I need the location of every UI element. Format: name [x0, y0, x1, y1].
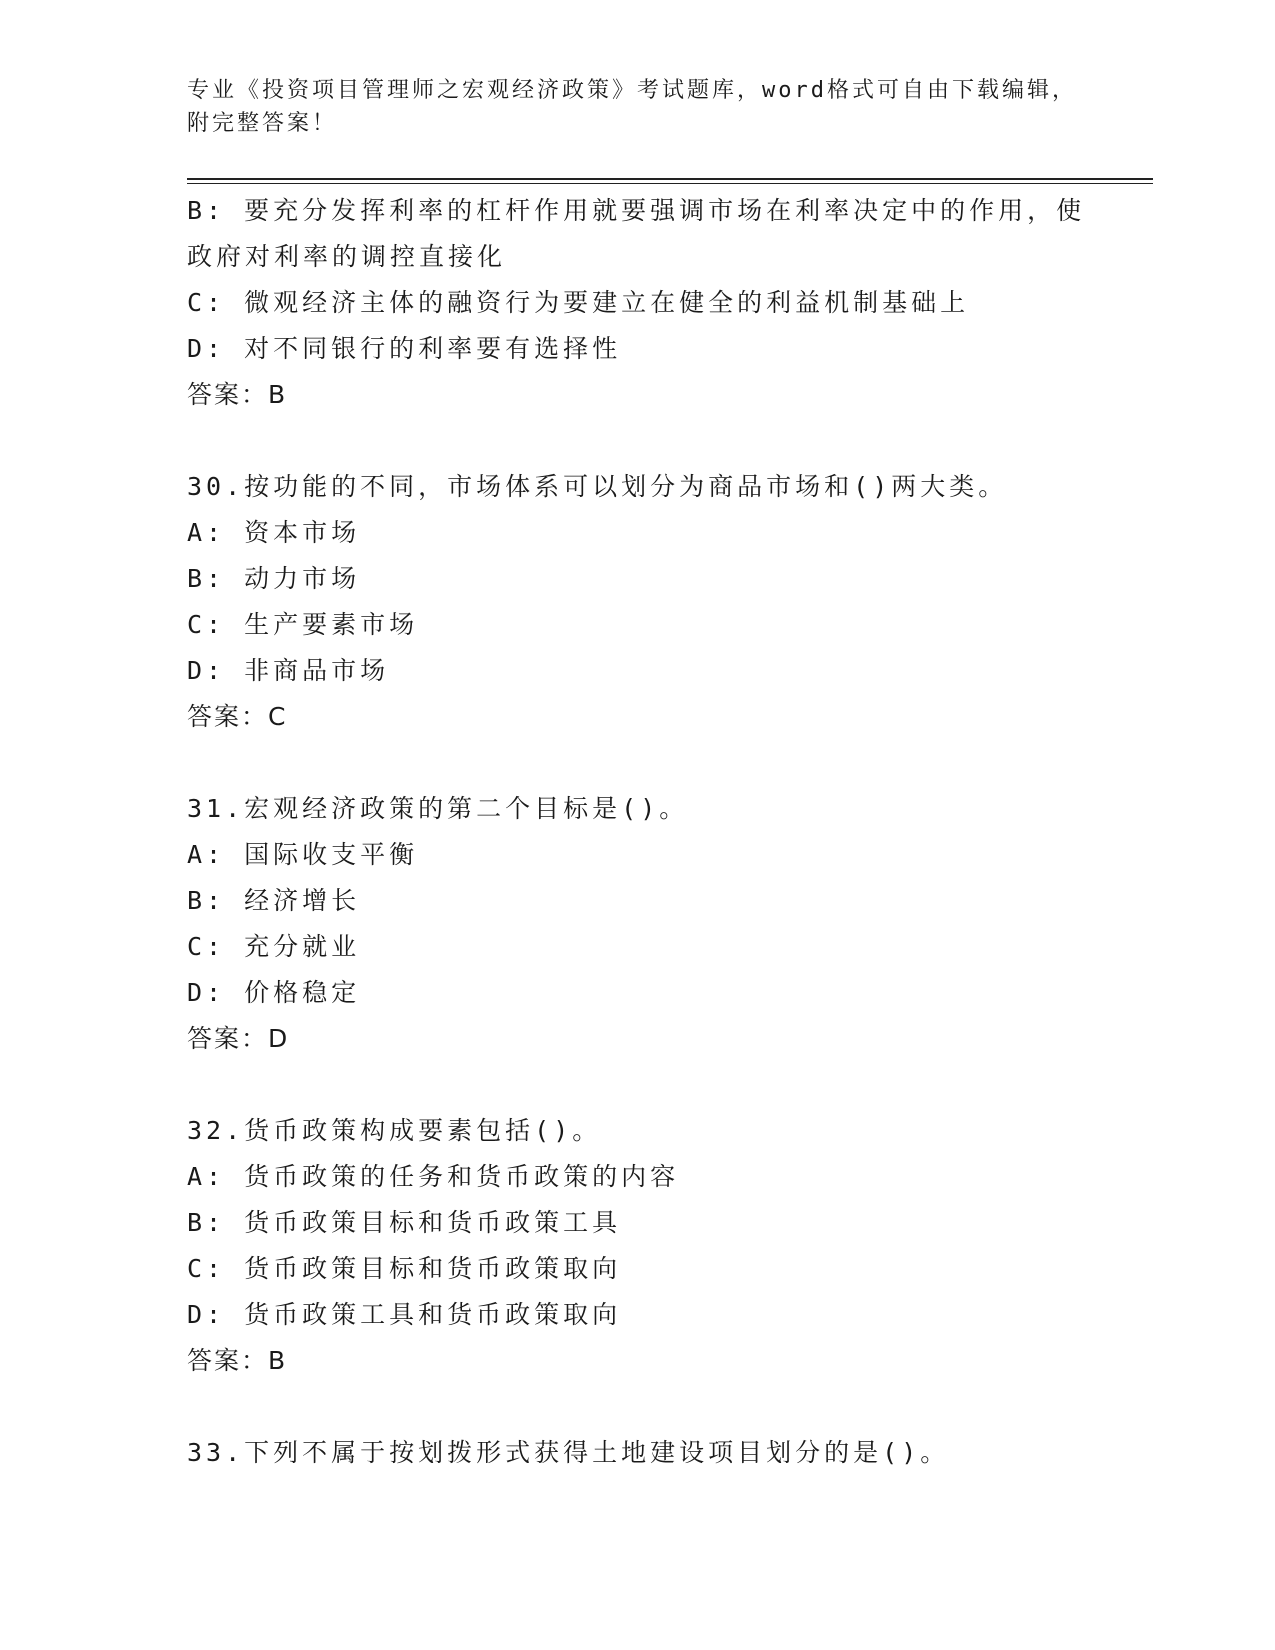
- question-33: [187, 1430, 1087, 1476]
- option-a: A: 国际收支平衡: [187, 840, 419, 869]
- option-d: D: 非商品市场: [187, 656, 390, 685]
- option-d: D: 价格稳定: [187, 978, 361, 1007]
- header-line-1: 专业《投资项目管理师之宏观经济政策》考试题库，word格式可自由下载编辑，: [187, 78, 1077, 103]
- question-content: [187, 188, 1087, 1476]
- option-a: A: 货币政策的任务和货币政策的内容: [187, 1162, 680, 1191]
- header-line-2: 附完整答案！: [187, 111, 338, 136]
- option-d: D: 货币政策工具和货币政策取向: [187, 1300, 622, 1329]
- spacer: [187, 1384, 1087, 1430]
- answer: 答案：B: [187, 380, 288, 409]
- question-30: [187, 464, 1087, 740]
- question-stem: 32.货币政策构成要素包括()。: [187, 1116, 602, 1145]
- question-stem: 30.按功能的不同，市场体系可以划分为商品市场和()两大类。: [187, 472, 1008, 501]
- option-c: C: 微观经济主体的融资行为要建立在健全的利益机制基础上: [187, 288, 970, 317]
- option-a: A: 资本市场: [187, 518, 361, 547]
- question-31: [187, 786, 1087, 1062]
- header-divider-thin: [187, 183, 1153, 184]
- answer: 答案：D: [187, 1024, 290, 1053]
- option-c: C: 货币政策目标和货币政策取向: [187, 1254, 622, 1283]
- option-b: B: 动力市场: [187, 564, 361, 593]
- option-b: B: 货币政策目标和货币政策工具: [187, 1208, 622, 1237]
- header-divider-thick: [187, 178, 1153, 180]
- spacer: [187, 418, 1087, 464]
- option-b: B: 经济增长: [187, 886, 361, 915]
- question-stem: 33.下列不属于按划拨形式获得土地建设项目划分的是()。: [187, 1438, 950, 1467]
- option-b-line-2: 政府对利率的调控直接化: [187, 242, 507, 271]
- option-c: C: 生产要素市场: [187, 610, 419, 639]
- answer: 答案：B: [187, 1346, 288, 1375]
- option-d: D: 对不同银行的利率要有选择性: [187, 334, 622, 363]
- question-32: [187, 1108, 1087, 1384]
- question-stem: 31.宏观经济政策的第二个目标是()。: [187, 794, 689, 823]
- option-c: C: 充分就业: [187, 932, 361, 961]
- question-29-continued: [187, 188, 1087, 418]
- answer: 答案：C: [187, 702, 288, 731]
- document-header: [187, 74, 1087, 140]
- spacer: [187, 740, 1087, 786]
- option-b-line-1: B: 要充分发挥利率的杠杆作用就要强调市场在利率决定中的作用，使: [187, 196, 1086, 225]
- spacer: [187, 1062, 1087, 1108]
